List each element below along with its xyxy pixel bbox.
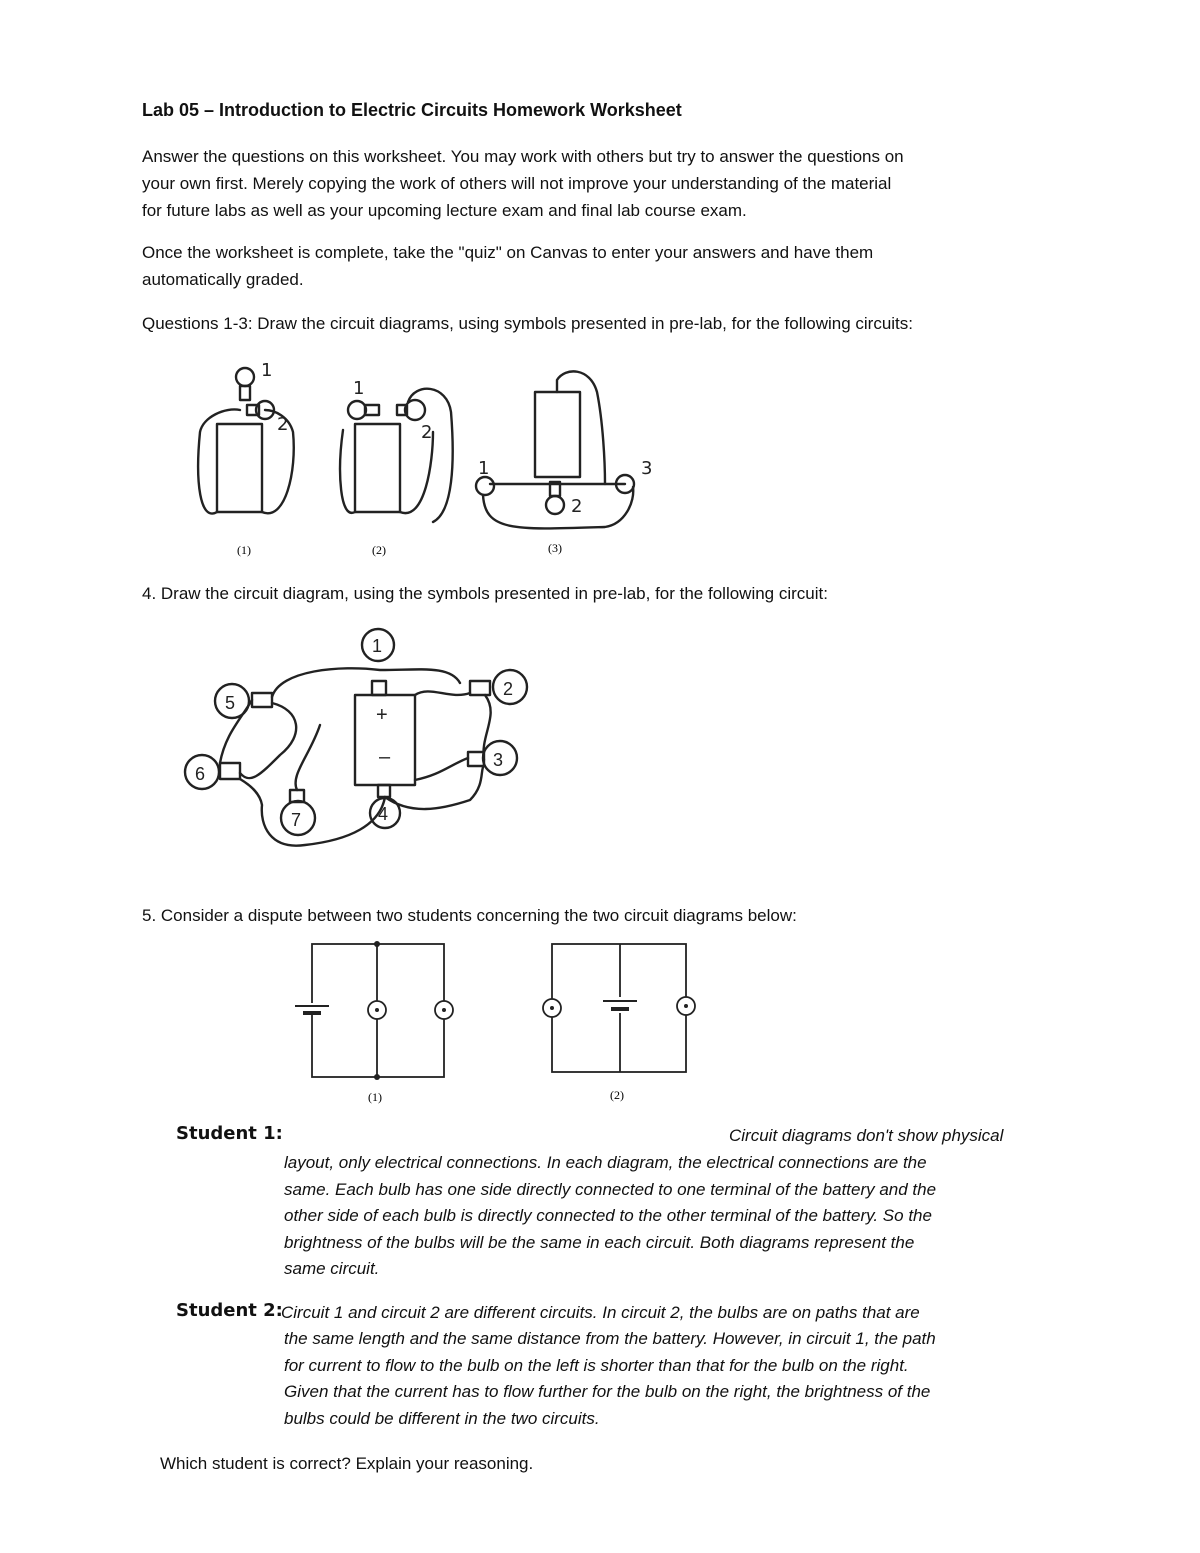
c2-bulb-label-2: 2 <box>421 422 433 443</box>
student-2-line5: bulbs could be different in the two circuits. <box>284 1408 600 1428</box>
student-2-line1: Circuit 1 and circuit 2 are different circuits. In circuit 2, the bulbs are on paths that are <box>281 1303 920 1322</box>
student-2-line3: for current to flow to the bulb on the left is shorter than that for the bulb on the right. <box>284 1355 909 1375</box>
student-1-statement <box>284 1150 1064 1283</box>
q5-circuit-figure <box>280 935 720 1110</box>
c3-bulb-label-2: 2 <box>571 496 583 517</box>
q4-bulb-label-1: 1 <box>372 636 383 656</box>
q4-bulb-label-5: 5 <box>225 693 236 713</box>
c3-bulb-label-3: 3 <box>641 458 653 479</box>
q1-3-caption-1: (1) <box>237 543 251 557</box>
c1-bulb-label-1: 1 <box>261 360 273 381</box>
q4-circuit-figure <box>180 625 540 855</box>
circuit-2-drawing <box>340 389 453 522</box>
student-2-line4: Given that the current has to flow further for the bulb on the right, the brightness of the <box>284 1382 931 1401</box>
q5-caption-1: (1) <box>368 1090 382 1104</box>
intro-p1-line3: for future labs as well as your upcoming lecture exam and final lab course exam. <box>142 201 747 220</box>
student-1-line3: same. Each bulb has one side directly connected to one terminal of the battery and the <box>284 1179 937 1199</box>
student-1-label: Student 1: <box>176 1123 283 1144</box>
intro-p1-line2: your own first. Merely copying the work of others will not improve your understanding of the material <box>142 174 892 193</box>
q5-caption-2: (2) <box>610 1088 624 1102</box>
student-1-line4: other side of each bulb is directly connected to the other terminal of the battery. So the <box>284 1206 932 1225</box>
student-1-line6: same circuit. <box>284 1259 380 1278</box>
q1-3-caption-3: (3) <box>548 541 562 555</box>
circuit-1-drawing <box>198 368 294 514</box>
q4-bulb-label-6: 6 <box>195 764 206 784</box>
q4-bulb-label-7: 7 <box>291 810 302 830</box>
intro-p2-line2: automatically graded. <box>142 270 304 289</box>
q1-3-prompt: Questions 1-3: Draw the circuit diagrams, using symbols presented in pre-lab, for the following circuits: <box>142 314 914 333</box>
intro-paragraph-2 <box>142 239 1062 293</box>
intro-p1-line1: Answer the questions on this worksheet. You may work with others but try to answer the questions on <box>142 147 904 166</box>
q1-3-caption-2: (2) <box>372 543 386 557</box>
student-2-line2: the same length and the same distance from the battery. However, in circuit 1, the path <box>284 1329 936 1348</box>
q5-prompt: 5. Consider a dispute between two students concerning the two circuit diagrams below: <box>142 906 797 925</box>
intro-paragraph-1 <box>142 143 1062 224</box>
q5-diagram-2 <box>543 944 695 1072</box>
q4-bulb-label-3: 3 <box>493 750 504 770</box>
student-1-line5: brightness of the bulbs will be the same in each circuit. Both diagrams represent the <box>284 1232 915 1252</box>
student-2-statement <box>284 1326 1064 1432</box>
c1-bulb-label-2: 2 <box>277 414 289 435</box>
q4-battery-plus: + <box>376 704 388 726</box>
c3-bulb-label-1: 1 <box>478 458 490 479</box>
q1-3-circuit-figure <box>185 362 665 562</box>
student-1-line2: layout, only electrical connections. In each diagram, the electrical connections are the <box>284 1153 927 1172</box>
student-1-line1: Circuit diagrams don't show physical <box>729 1126 1004 1145</box>
student-2-label: Student 2: <box>176 1300 283 1321</box>
q4-prompt: 4. Draw the circuit diagram, using the symbols presented in pre-lab, for the following circuit: <box>142 584 828 603</box>
page-title: Lab 05 – Introduction to Electric Circuits Homework Worksheet <box>142 100 682 120</box>
circuit-3-drawing <box>476 371 634 528</box>
c2-bulb-label-1: 1 <box>353 378 365 399</box>
q4-bulb-label-4: 4 <box>378 804 389 824</box>
intro-p2-line1: Once the worksheet is complete, take the "quiz" on Canvas to enter your answers and have them <box>142 243 874 262</box>
q4-battery-minus: – <box>379 746 391 768</box>
q4-bulb-label-2: 2 <box>503 679 514 699</box>
q5-final-question: Which student is correct? Explain your reasoning. <box>160 1454 534 1473</box>
q5-diagram-1 <box>295 941 453 1080</box>
